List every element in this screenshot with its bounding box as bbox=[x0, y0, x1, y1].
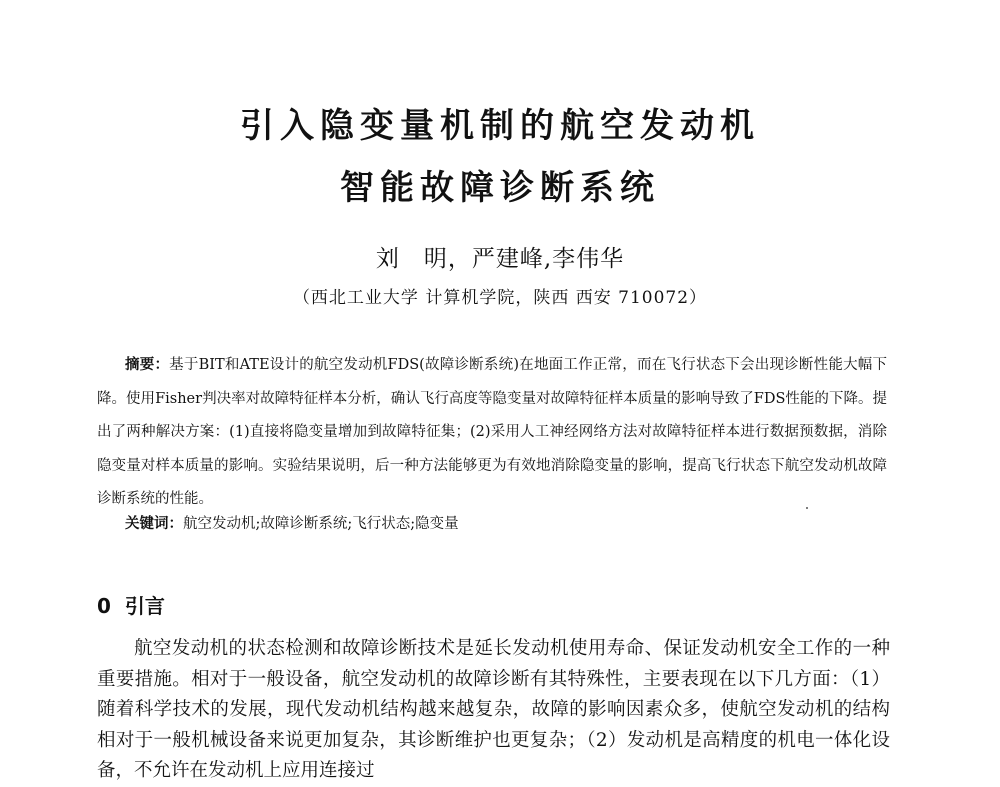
keywords-label: 关键词： bbox=[125, 515, 183, 532]
body-paragraph: 航空发动机的状态检测和故障诊断技术是延长发动机使用寿命、保证发动机安全工作的一种重要措施。相对于一般设备，航空发动机的故障诊断有其特殊性，主要表现在以下几方面：（1）随着科学技术的发展，现代发动机结构越来越复杂，故障的影响因素众多，使航空发动机的结构相对于一般机械设备来说更加复杂，其诊断维护也更复杂；（2）发动机是高精度的机电一体化设备，不允许在发动机上应用连接过 bbox=[97, 638, 890, 781]
scan-speck bbox=[806, 507, 808, 509]
section-number: 0 bbox=[97, 594, 111, 618]
affiliation: （西北工业大学 计算机学院，陕西 西安 710072） bbox=[292, 288, 708, 308]
title-line-2: 智能故障诊断系统 bbox=[340, 168, 660, 208]
abstract-label: 摘要： bbox=[125, 356, 170, 373]
abstract bbox=[97, 348, 887, 517]
keywords bbox=[125, 512, 885, 533]
keywords-text: 航空发动机;故障诊断系统;飞行状态;隐变量 bbox=[183, 516, 459, 532]
title-line-1: 引入隐变量机制的航空发动机 bbox=[240, 106, 760, 146]
authors: 刘 明，严建峰,李伟华 bbox=[375, 246, 625, 272]
abstract-text: 基于BIT和ATE设计的航空发动机FDS(故障诊断系统)在地面工作正常，而在飞行状态下会出现诊断性能大幅下降。使用Fisher判决率对故障特征样本分析，确认飞行高度等隐变量对故障特征样本质量的影响导致了FDS性能的下降。提出了两种解决方案：(1)直接将隐变量增加到故障特征集；(2)采用人工神经网络方法对故障特征样本进行数据预数据，消除隐变量对样本质量的影响。实验结果说明，后一种方法能够更为有效地消除隐变量的影响，提高飞行状态下航空发动机故障诊断系统的性能。 bbox=[97, 357, 888, 507]
section-title: 引言 bbox=[124, 594, 165, 618]
section-heading bbox=[97, 590, 165, 619]
